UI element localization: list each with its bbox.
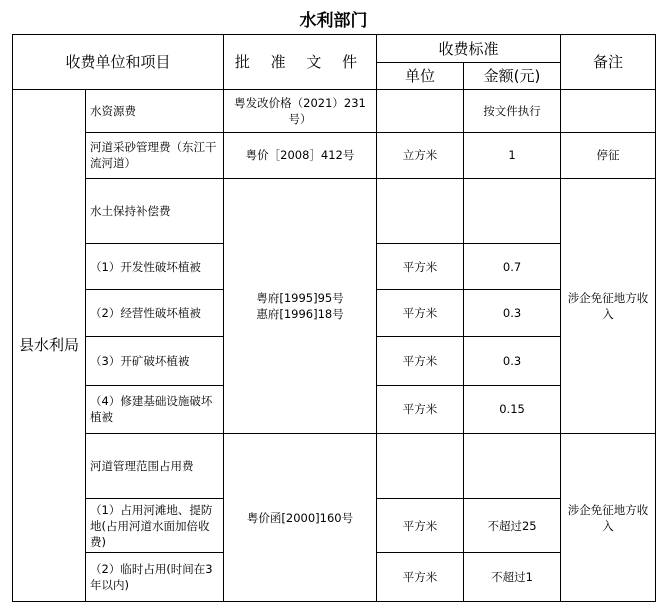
- item-cell: 水土保持补偿费: [86, 179, 224, 244]
- header-item: 收费单位和项目: [13, 35, 224, 90]
- doc-line: 粤府[1995]95号: [256, 291, 344, 306]
- header-doc: 批 准 文 件: [224, 35, 377, 90]
- unit-cell: 平方米: [377, 553, 464, 602]
- page-title: 水利部门: [299, 11, 368, 31]
- department-cell: 县水利局: [13, 89, 86, 601]
- amount-cell: 0.3: [464, 336, 561, 385]
- header-unit: 单位: [377, 63, 464, 89]
- doc-cell: 粤价［2008］412号: [224, 132, 377, 179]
- item-cell: 水资源费: [86, 89, 224, 132]
- unit-cell: 平方米: [377, 244, 464, 290]
- header-remark: 备注: [561, 35, 656, 90]
- item-cell: （2）经营性破坏植被: [86, 290, 224, 337]
- amount-cell: [464, 434, 561, 499]
- header-standard: 收费标准: [377, 35, 561, 63]
- item-cell: （2）临时占用(时间在3年以内): [86, 553, 224, 602]
- unit-cell: 平方米: [377, 290, 464, 337]
- remark-cell-group1: 涉企免征地方收入: [561, 179, 656, 434]
- doc-cell-group2: 粤价函[2000]160号: [224, 434, 377, 602]
- doc-cell-group1: [224, 179, 377, 434]
- amount-cell: 按文件执行: [464, 89, 561, 132]
- item-cell: （1）占用河滩地、提防地(占用河道水面加倍收费): [86, 499, 224, 553]
- doc-cell: 粤发改价格（2021）231号）: [224, 89, 377, 132]
- remark-cell: [561, 89, 656, 132]
- fee-table: [12, 34, 656, 602]
- doc-line: 惠府[1996]18号: [256, 307, 344, 322]
- remark-cell-group2: 涉企免征地方收入: [561, 434, 656, 602]
- item-cell: 河道采砂管理费（东江干流河道）: [86, 132, 224, 179]
- amount-cell: 0.3: [464, 290, 561, 337]
- amount-cell: 不超过1: [464, 553, 561, 602]
- unit-cell: [377, 179, 464, 244]
- amount-cell: 1: [464, 132, 561, 179]
- amount-cell: 0.15: [464, 385, 561, 434]
- amount-cell: 不超过25: [464, 499, 561, 553]
- item-cell: （4）修建基础设施破坏植被: [86, 385, 224, 434]
- unit-cell: 平方米: [377, 499, 464, 553]
- unit-cell: 立方米: [377, 132, 464, 179]
- header-amount: 金额(元): [464, 63, 561, 89]
- item-cell: （3）开矿破坏植被: [86, 336, 224, 385]
- item-cell: （1）开发性破坏植被: [86, 244, 224, 290]
- item-cell: 河道管理范围占用费: [86, 434, 224, 499]
- amount-cell: 0.7: [464, 244, 561, 290]
- remark-cell: 停征: [561, 132, 656, 179]
- unit-cell: 平方米: [377, 385, 464, 434]
- amount-cell: [464, 179, 561, 244]
- unit-cell: [377, 434, 464, 499]
- unit-cell: [377, 89, 464, 132]
- unit-cell: 平方米: [377, 336, 464, 385]
